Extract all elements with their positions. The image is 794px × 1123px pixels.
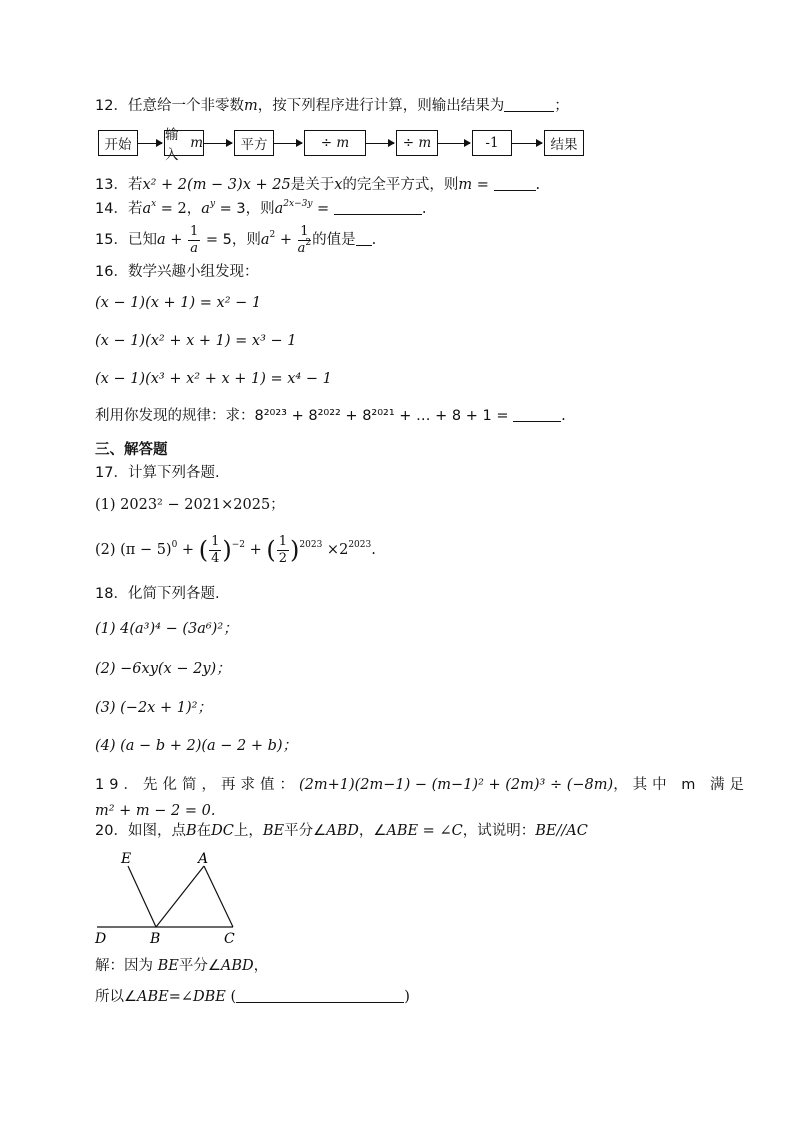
q15-fraction-2: [298, 224, 312, 257]
q16-line-1: (x − 1)(x + 1) = x² − 1: [95, 295, 262, 311]
q14-num: 14．若: [95, 201, 143, 217]
q16-title: 16．数学兴趣小组发现：: [95, 264, 259, 280]
q17-frac-half: [277, 534, 289, 567]
q20-ABE: ABE: [386, 823, 419, 839]
q15-a2: a: [260, 232, 270, 248]
q16-ask-text: 利用你发现的规律：求：: [95, 408, 255, 424]
q15-a: a: [156, 232, 166, 248]
q13-answer-blank[interactable]: [494, 176, 536, 191]
solution-line-2: [95, 987, 410, 1007]
q17-p2-sup2: 2023: [299, 540, 323, 550]
q17-p2-sup0: 0: [171, 540, 178, 550]
flow-arrow: [138, 143, 162, 144]
q12-text: 12．任意给一个非零数: [95, 98, 244, 114]
q12-end: ；: [554, 98, 569, 114]
q13-mid: 是关于: [290, 177, 335, 193]
q18-title: 18．化简下列各题.: [95, 586, 220, 602]
q14-eq2: = 3，则: [215, 201, 275, 217]
q17-frac-quarter: [209, 534, 221, 567]
program-flowchart: [98, 127, 578, 163]
q14-a2: a: [201, 201, 210, 217]
flow-divide-1-op: ÷: [320, 135, 333, 151]
q20-l7: ，试说明：: [462, 823, 536, 839]
q19-l1b: (2m+1)(2m−1) − (m−1)² + (2m)³ ÷ (−8m): [298, 777, 614, 793]
flow-arrow: [274, 143, 302, 144]
q14-eq3: =: [312, 201, 334, 217]
sol-l1b: BE: [157, 958, 179, 974]
flow-divide-2-op: ÷: [402, 135, 415, 151]
q17-p2-sup3: 2023: [348, 540, 372, 550]
q15-fraction-1: [188, 224, 200, 257]
flow-result-label: 结果: [550, 137, 578, 153]
q17-p2d: ×2: [322, 542, 349, 558]
q15-sq: 2: [269, 230, 276, 240]
q13-m: m: [458, 177, 473, 193]
q19-l1a: 19．先化简，再求值：: [95, 777, 299, 793]
question-15: [95, 222, 376, 258]
sol-l1c: 平分∠: [178, 958, 221, 974]
q17-p2a: (2) (π − 5): [95, 542, 172, 558]
q16-sum: 8²⁰²³ + 8²⁰²² + 8²⁰²¹ + … + 8 + 1 =: [254, 408, 514, 424]
question-20: [95, 821, 588, 841]
q20-l5: ，∠: [358, 823, 387, 839]
q20-AC: AC: [566, 823, 588, 839]
flow-arrow: [512, 143, 542, 144]
question-14: 14．若$a^x = 2$，$a^y = 3$，则$a^{2x-3y}$ = .: [95, 199, 427, 217]
q18-part-2: (2) −6xy(x − 2y)；: [95, 661, 231, 677]
flow-box-divide-1: [304, 130, 366, 156]
flow-box-divide-2: [396, 130, 438, 156]
q20-parallel: //: [556, 823, 567, 839]
q19-line-2: m² + m − 2 = 0.: [95, 803, 216, 819]
q19-line-1: [95, 775, 750, 795]
q20-ABD: ABD: [326, 823, 359, 839]
sol-l1a: 解：因为: [95, 958, 158, 974]
label-D: D: [95, 931, 107, 946]
label-C: C: [224, 931, 235, 946]
q15-plus: +: [165, 232, 187, 248]
q20-l6: = ∠: [418, 823, 452, 839]
solution-line-1: [95, 956, 268, 976]
line-EB: [128, 866, 156, 927]
q17-p2-sup1: −2: [231, 540, 246, 550]
q20-B: B: [185, 823, 197, 839]
flow-arrow: [366, 143, 394, 144]
label-E: E: [121, 851, 132, 867]
q13-mid2: 的完全平方式，则: [342, 177, 459, 193]
sol-l2a: 所以∠: [95, 989, 137, 1005]
line-AC: [204, 866, 233, 927]
q18-part-3: (3) (−2x + 1)²；: [95, 700, 212, 716]
q13-num: 13．若: [95, 177, 143, 193]
flow-arrow: [204, 143, 232, 144]
flow-arrow: [438, 143, 470, 144]
geometry-figure: [90, 846, 250, 946]
q20-l2: 在: [196, 823, 212, 839]
q13-x: x: [334, 177, 343, 193]
flow-box-minus-one: [472, 130, 512, 156]
q12-var: m: [243, 98, 258, 114]
q17-p2b: +: [177, 542, 199, 558]
q14-answer-blank[interactable]: [334, 200, 422, 215]
q18-part-4: (4) (a − b + 2)(a − 2 + b)；: [95, 738, 298, 754]
q20-l4: 平分∠: [284, 823, 327, 839]
q15-plus2: +: [275, 232, 297, 248]
flow-input-label: 输入: [165, 127, 179, 163]
flow-square-label: 平方: [240, 137, 268, 153]
q16-line-3: (x − 1)(x³ + x² + x + 1) = x⁴ − 1: [95, 371, 332, 387]
q16-answer-blank[interactable]: [513, 407, 561, 422]
q17-frac2-num: 1: [278, 533, 288, 549]
q17-frac1-den: 4: [211, 550, 220, 566]
question-13: [95, 175, 540, 195]
q16-ask: [95, 406, 566, 426]
q15-frac1-num: 1: [189, 223, 199, 239]
flow-box-input: [164, 127, 204, 163]
sol-l2f: ): [404, 989, 410, 1005]
q13-end: .: [535, 177, 541, 193]
sol-l2d: DBE: [193, 989, 226, 1005]
sol-l1d: ABD: [220, 958, 254, 974]
q15-end2: .: [371, 232, 377, 248]
section-3-heading: 三、解答题: [95, 442, 168, 458]
q15-end: 的值是: [312, 232, 356, 248]
q16-line-2: (x − 1)(x² + x + 1) = x³ − 1: [95, 333, 297, 349]
q15-eq: = 5，则: [201, 232, 261, 248]
q17-title: 17．计算下列各题.: [95, 465, 220, 481]
sol-l2c: =∠: [168, 989, 194, 1005]
q18-part-1: (1) 4(a³)⁴ − (3a⁶)²；: [95, 621, 238, 637]
label-B: B: [150, 931, 161, 946]
q14-eq1: = 2，: [156, 201, 202, 217]
q17-frac2-den: 2: [278, 550, 288, 566]
flow-divide-1-var: m: [336, 135, 350, 151]
flow-divide-2-var: m: [418, 135, 432, 151]
q13-expr: x² + 2(m − 3)x + 25: [142, 177, 291, 193]
sol-l1e: ，: [253, 958, 269, 974]
q20-BE2: BE: [535, 823, 557, 839]
sol-l2b: ABE: [137, 989, 169, 1005]
q20-l1: 20．如图，点: [95, 823, 186, 839]
q12-text2: ，按下列程序进行计算，则输出结果为: [257, 98, 505, 114]
flow-minus-one-label: -1: [485, 135, 499, 151]
q14-end: .: [421, 201, 427, 217]
q14-a3: a: [274, 201, 284, 217]
q20-DC: DC: [211, 823, 234, 839]
line-BA: [156, 866, 204, 927]
q17-frac1-num: 1: [211, 533, 220, 549]
q14-a1: a: [142, 201, 152, 217]
label-A: A: [198, 851, 209, 867]
flow-box-result: [544, 130, 584, 156]
q16-end: .: [561, 408, 566, 424]
q19-l1c: ，其中 m 满足: [613, 777, 750, 793]
q17-p2e: .: [371, 542, 376, 558]
q13-eq: =: [472, 177, 494, 193]
q17-part-2: (2) $(\pi - 5)^0$ + ( $\frac{1}{4}$ )$^{-2}$ + ( $\frac{1}{2}$ )$^{2023} \times 2^{2023}$.: [95, 533, 376, 566]
q20-BE: BE: [262, 823, 285, 839]
q15-frac1-den: a: [190, 240, 198, 256]
sol-l2e: (: [225, 989, 237, 1005]
flow-start-label: 开始: [104, 137, 132, 153]
q15-frac2-den-sup: 2: [305, 237, 312, 248]
q15-answer-blank[interactable]: [356, 231, 372, 246]
q17-part-1: (1) 2023² − 2021×2025；: [95, 497, 285, 513]
flow-box-start: [98, 130, 138, 156]
q15-num: 15．已知: [95, 232, 157, 248]
q15-frac2-num: 1: [300, 223, 309, 239]
q20-C: C: [451, 823, 463, 839]
reason-answer-blank[interactable]: [236, 988, 404, 1003]
question-12: [95, 96, 569, 116]
q20-l3: 上，: [233, 823, 263, 839]
flow-input-var: m: [190, 135, 203, 151]
flow-box-square: [234, 130, 274, 156]
q12-answer-blank[interactable]: [504, 97, 554, 112]
q17-p2c: +: [245, 542, 267, 558]
q15-frac2-den: a: [297, 240, 306, 256]
